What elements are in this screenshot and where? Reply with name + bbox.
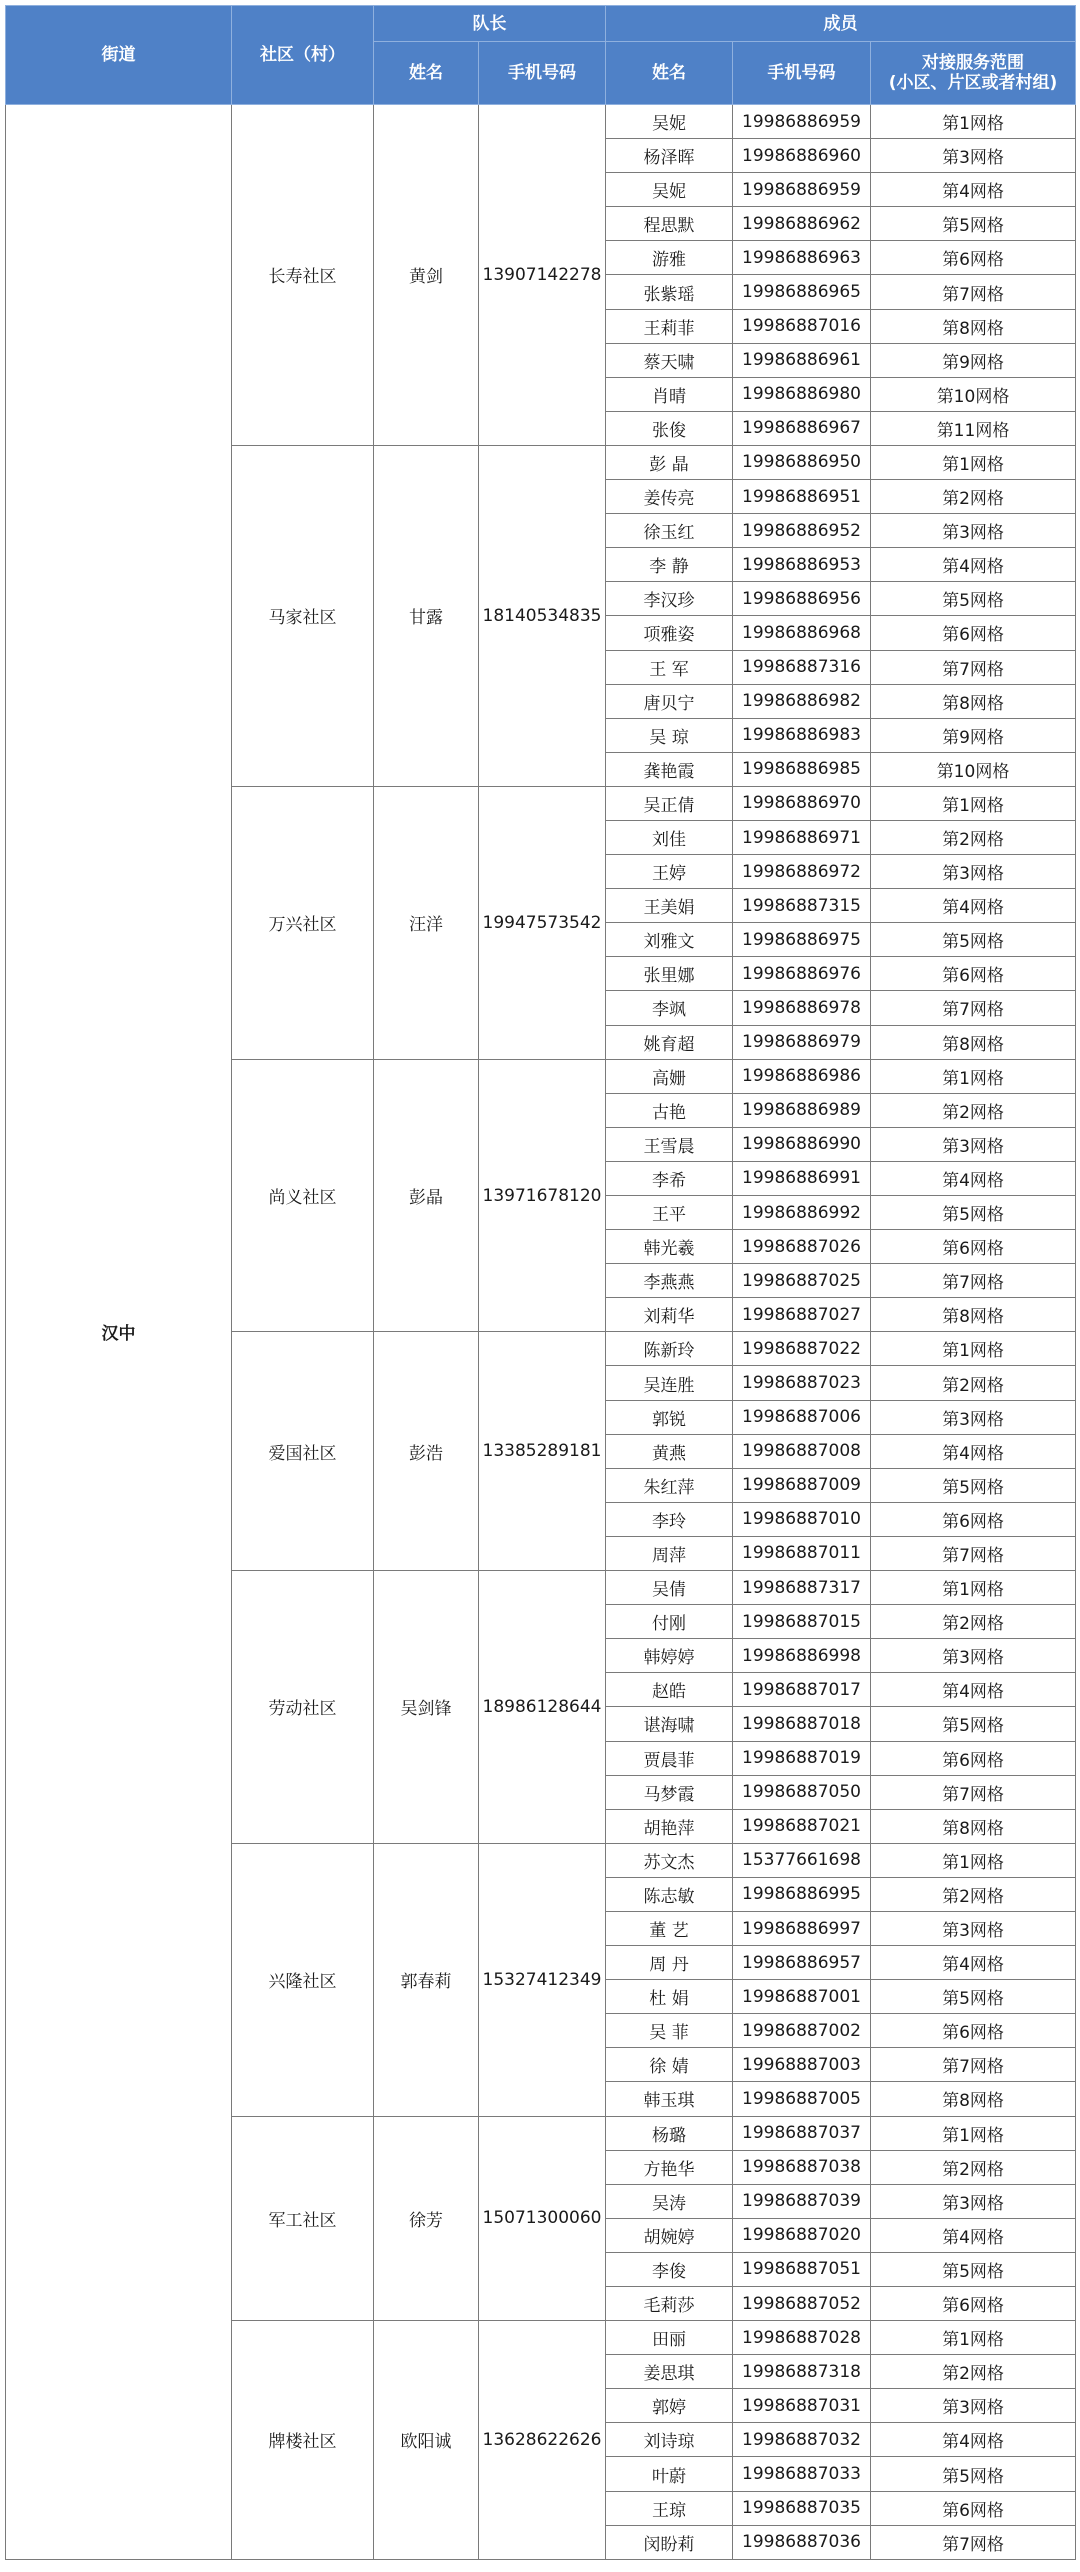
member-phone-cell: 19986887006 (733, 1400, 871, 1434)
member-phone-cell: 19986887009 (733, 1468, 871, 1502)
member-scope-cell: 第3网格 (871, 855, 1076, 889)
member-phone-cell: 19986886968 (733, 616, 871, 650)
member-name-cell: 贾晨菲 (606, 1741, 733, 1775)
member-name-cell: 陈志敏 (606, 1877, 733, 1911)
member-phone-cell: 19986886985 (733, 752, 871, 786)
member-name-cell: 姜传亮 (606, 480, 733, 514)
member-name-cell: 王美娟 (606, 889, 733, 923)
street-cell: 汉中 (6, 105, 232, 2560)
member-name-cell: 郭锐 (606, 1400, 733, 1434)
member-name-cell: 叶蔚 (606, 2457, 733, 2491)
member-scope-cell: 第5网格 (871, 923, 1076, 957)
member-scope-cell: 第5网格 (871, 582, 1076, 616)
leader-phone-cell: 13971678120 (479, 1059, 606, 1332)
member-name-cell: 刘雅文 (606, 923, 733, 957)
member-phone-cell: 19986887317 (733, 1571, 871, 1605)
member-phone-cell: 19986887018 (733, 1707, 871, 1741)
member-name-cell: 韩光羲 (606, 1230, 733, 1264)
member-scope-cell: 第7网格 (871, 991, 1076, 1025)
community-cell: 万兴社区 (232, 786, 374, 1059)
member-scope-cell: 第4网格 (871, 1946, 1076, 1980)
member-phone-cell: 15377661698 (733, 1843, 871, 1877)
header-street: 街道 (6, 6, 232, 105)
member-scope-cell: 第1网格 (871, 1571, 1076, 1605)
leader-phone-cell: 13907142278 (479, 105, 606, 446)
member-scope-cell: 第5网格 (871, 1707, 1076, 1741)
member-name-cell: 吴 琼 (606, 718, 733, 752)
member-phone-cell: 19986886986 (733, 1059, 871, 1093)
header-scope-line2: (小区、片区或者村组) (888, 73, 1058, 93)
header-leader-group: 队长 (374, 6, 606, 42)
member-scope-cell: 第4网格 (871, 889, 1076, 923)
member-scope-cell: 第4网格 (871, 1161, 1076, 1195)
member-name-cell: 王雪晨 (606, 1127, 733, 1161)
member-scope-cell: 第6网格 (871, 2287, 1076, 2321)
member-name-cell: 姜思琪 (606, 2355, 733, 2389)
member-name-cell: 周 丹 (606, 1946, 733, 1980)
member-name-cell: 程思默 (606, 207, 733, 241)
member-name-cell: 王莉菲 (606, 309, 733, 343)
member-scope-cell: 第2网格 (871, 480, 1076, 514)
member-scope-cell: 第6网格 (871, 2014, 1076, 2048)
member-name-cell: 高姗 (606, 1059, 733, 1093)
member-name-cell: 李飒 (606, 991, 733, 1025)
member-scope-cell: 第7网格 (871, 275, 1076, 309)
member-scope-cell: 第5网格 (871, 1980, 1076, 2014)
member-phone-cell: 19986886959 (733, 105, 871, 139)
member-phone-cell: 19986887035 (733, 2491, 871, 2525)
member-name-cell: 吴连胜 (606, 1366, 733, 1400)
member-scope-cell: 第8网格 (871, 1025, 1076, 1059)
member-scope-cell: 第3网格 (871, 1639, 1076, 1673)
member-scope-cell: 第1网格 (871, 1843, 1076, 1877)
member-scope-cell: 第7网格 (871, 650, 1076, 684)
member-phone-cell: 19986887037 (733, 2116, 871, 2150)
member-phone-cell: 19986887028 (733, 2321, 871, 2355)
member-phone-cell: 19986886995 (733, 1877, 871, 1911)
member-name-cell: 吴 菲 (606, 2014, 733, 2048)
member-scope-cell: 第6网格 (871, 1741, 1076, 1775)
member-name-cell: 朱红萍 (606, 1468, 733, 1502)
member-phone-cell: 19986886950 (733, 445, 871, 479)
member-phone-cell: 19986887039 (733, 2184, 871, 2218)
member-phone-cell: 19986886952 (733, 514, 871, 548)
member-name-cell: 李希 (606, 1161, 733, 1195)
member-phone-cell: 19986886980 (733, 377, 871, 411)
member-scope-cell: 第2网格 (871, 1366, 1076, 1400)
member-scope-cell: 第6网格 (871, 1502, 1076, 1536)
member-scope-cell: 第1网格 (871, 1059, 1076, 1093)
member-phone-cell: 19986887315 (733, 889, 871, 923)
member-name-cell: 董 艺 (606, 1911, 733, 1945)
member-name-cell: 王 军 (606, 650, 733, 684)
member-name-cell: 唐贝宁 (606, 684, 733, 718)
member-name-cell: 李汉珍 (606, 582, 733, 616)
member-name-cell: 杨泽晖 (606, 139, 733, 173)
member-scope-cell: 第4网格 (871, 1673, 1076, 1707)
leader-name-cell: 甘露 (374, 445, 479, 786)
member-scope-cell: 第1网格 (871, 105, 1076, 139)
member-name-cell: 田丽 (606, 2321, 733, 2355)
member-phone-cell: 19986887316 (733, 650, 871, 684)
community-cell: 马家社区 (232, 445, 374, 786)
member-phone-cell: 19986886983 (733, 718, 871, 752)
member-scope-cell: 第3网格 (871, 514, 1076, 548)
member-name-cell: 方艳华 (606, 2150, 733, 2184)
member-scope-cell: 第6网格 (871, 1230, 1076, 1264)
member-phone-cell: 19986887022 (733, 1332, 871, 1366)
member-name-cell: 古艳 (606, 1093, 733, 1127)
leader-name-cell: 汪洋 (374, 786, 479, 1059)
member-phone-cell: 19986886997 (733, 1911, 871, 1945)
member-phone-cell: 19986886990 (733, 1127, 871, 1161)
member-scope-cell: 第2网格 (871, 1605, 1076, 1639)
member-name-cell: 徐玉红 (606, 514, 733, 548)
member-name-cell: 刘诗琼 (606, 2423, 733, 2457)
member-name-cell: 王琼 (606, 2491, 733, 2525)
member-phone-cell: 19986887052 (733, 2287, 871, 2321)
member-phone-cell: 19986887017 (733, 1673, 871, 1707)
member-scope-cell: 第5网格 (871, 1468, 1076, 1502)
member-scope-cell: 第2网格 (871, 2150, 1076, 2184)
member-scope-cell: 第2网格 (871, 820, 1076, 854)
member-phone-cell: 19986886975 (733, 923, 871, 957)
leader-phone-cell: 15071300060 (479, 2116, 606, 2321)
member-name-cell: 吴正倩 (606, 786, 733, 820)
member-name-cell: 吴涛 (606, 2184, 733, 2218)
member-scope-cell: 第3网格 (871, 2389, 1076, 2423)
member-phone-cell: 19986886960 (733, 139, 871, 173)
member-name-cell: 胡艳萍 (606, 1809, 733, 1843)
leader-phone-cell: 13385289181 (479, 1332, 606, 1571)
member-name-cell: 杜 娟 (606, 1980, 733, 2014)
member-scope-cell: 第8网格 (871, 1298, 1076, 1332)
member-scope-cell: 第4网格 (871, 173, 1076, 207)
member-phone-cell: 19986886992 (733, 1196, 871, 1230)
header-member-group: 成员 (606, 6, 1076, 42)
member-scope-cell: 第6网格 (871, 241, 1076, 275)
member-phone-cell: 19986886991 (733, 1161, 871, 1195)
member-name-cell: 刘莉华 (606, 1298, 733, 1332)
member-name-cell: 王婷 (606, 855, 733, 889)
member-phone-cell: 19986887027 (733, 1298, 871, 1332)
leader-name-cell: 郭春莉 (374, 1843, 479, 2116)
member-phone-cell: 19986887025 (733, 1264, 871, 1298)
member-phone-cell: 19986886989 (733, 1093, 871, 1127)
member-phone-cell: 19986887019 (733, 1741, 871, 1775)
member-phone-cell: 19986887011 (733, 1536, 871, 1570)
member-phone-cell: 19986887016 (733, 309, 871, 343)
member-scope-cell: 第5网格 (871, 2457, 1076, 2491)
member-scope-cell: 第7网格 (871, 2525, 1076, 2559)
member-scope-cell: 第8网格 (871, 1809, 1076, 1843)
member-scope-cell: 第6网格 (871, 957, 1076, 991)
member-phone-cell: 19986886957 (733, 1946, 871, 1980)
member-name-cell: 陈新玲 (606, 1332, 733, 1366)
member-name-cell: 吴妮 (606, 173, 733, 207)
member-name-cell: 毛莉莎 (606, 2287, 733, 2321)
member-phone-cell: 19986887318 (733, 2355, 871, 2389)
member-scope-cell: 第3网格 (871, 1911, 1076, 1945)
member-scope-cell: 第7网格 (871, 1775, 1076, 1809)
header-member-phone: 手机号码 (733, 42, 871, 105)
member-phone-cell: 19986886967 (733, 411, 871, 445)
member-name-cell: 蔡天啸 (606, 343, 733, 377)
member-phone-cell: 19986886979 (733, 1025, 871, 1059)
member-phone-cell: 19986887050 (733, 1775, 871, 1809)
member-scope-cell: 第1网格 (871, 786, 1076, 820)
leader-phone-cell: 19947573542 (479, 786, 606, 1059)
member-scope-cell: 第11网格 (871, 411, 1076, 445)
member-scope-cell: 第10网格 (871, 377, 1076, 411)
member-name-cell: 赵皓 (606, 1673, 733, 1707)
header-scope-line1: 对接服务范围 (922, 53, 1025, 73)
member-phone-cell: 19986887001 (733, 1980, 871, 2014)
member-name-cell: 肖晴 (606, 377, 733, 411)
leader-phone-cell: 13628622626 (479, 2321, 606, 2560)
member-scope-cell: 第4网格 (871, 548, 1076, 582)
member-scope-cell: 第5网格 (871, 2252, 1076, 2286)
roster-table (5, 5, 1076, 2560)
member-scope-cell: 第4网格 (871, 1434, 1076, 1468)
header-member-name: 姓名 (606, 42, 733, 105)
community-cell: 牌楼社区 (232, 2321, 374, 2560)
member-name-cell: 黄燕 (606, 1434, 733, 1468)
member-scope-cell: 第6网格 (871, 616, 1076, 650)
member-name-cell: 苏文杰 (606, 1843, 733, 1877)
header-member-scope (871, 42, 1076, 105)
member-scope-cell: 第7网格 (871, 1264, 1076, 1298)
member-phone-cell: 19986886961 (733, 343, 871, 377)
member-name-cell: 周萍 (606, 1536, 733, 1570)
member-name-cell: 郭婷 (606, 2389, 733, 2423)
member-name-cell: 张俊 (606, 411, 733, 445)
table-row (6, 105, 1076, 139)
member-phone-cell: 19986887031 (733, 2389, 871, 2423)
member-phone-cell: 19986886956 (733, 582, 871, 616)
member-name-cell: 李 静 (606, 548, 733, 582)
member-phone-cell: 19986886972 (733, 855, 871, 889)
member-scope-cell: 第7网格 (871, 1536, 1076, 1570)
header-leader-phone: 手机号码 (479, 42, 606, 105)
member-phone-cell: 19986886982 (733, 684, 871, 718)
member-scope-cell: 第9网格 (871, 343, 1076, 377)
member-scope-cell: 第5网格 (871, 1196, 1076, 1230)
member-name-cell: 杨璐 (606, 2116, 733, 2150)
member-phone-cell: 19968887003 (733, 2048, 871, 2082)
member-phone-cell: 19986887036 (733, 2525, 871, 2559)
member-phone-cell: 19986886951 (733, 480, 871, 514)
leader-name-cell: 吴剑锋 (374, 1571, 479, 1844)
community-cell: 军工社区 (232, 2116, 374, 2321)
member-scope-cell: 第2网格 (871, 1877, 1076, 1911)
member-scope-cell: 第1网格 (871, 2321, 1076, 2355)
member-scope-cell: 第6网格 (871, 2491, 1076, 2525)
member-name-cell: 李俊 (606, 2252, 733, 2286)
community-cell: 爱国社区 (232, 1332, 374, 1571)
member-scope-cell: 第10网格 (871, 752, 1076, 786)
member-phone-cell: 19986886963 (733, 241, 871, 275)
header-leader-name: 姓名 (374, 42, 479, 105)
member-name-cell: 吴妮 (606, 105, 733, 139)
leader-name-cell: 徐芳 (374, 2116, 479, 2321)
member-name-cell: 韩婷婷 (606, 1639, 733, 1673)
community-cell: 兴隆社区 (232, 1843, 374, 2116)
community-cell: 劳动社区 (232, 1571, 374, 1844)
member-scope-cell: 第4网格 (871, 2218, 1076, 2252)
member-name-cell: 韩玉琪 (606, 2082, 733, 2116)
member-phone-cell: 19986886978 (733, 991, 871, 1025)
leader-phone-cell: 15327412349 (479, 1843, 606, 2116)
member-phone-cell: 19986887020 (733, 2218, 871, 2252)
community-cell: 长寿社区 (232, 105, 374, 446)
member-phone-cell: 19986886971 (733, 820, 871, 854)
member-phone-cell: 19986887015 (733, 1605, 871, 1639)
member-phone-cell: 19986887026 (733, 1230, 871, 1264)
member-phone-cell: 19986887051 (733, 2252, 871, 2286)
member-name-cell: 付刚 (606, 1605, 733, 1639)
member-name-cell: 张里娜 (606, 957, 733, 991)
member-phone-cell: 19986887023 (733, 1366, 871, 1400)
member-phone-cell: 19986886976 (733, 957, 871, 991)
member-phone-cell: 19986887032 (733, 2423, 871, 2457)
member-phone-cell: 19986886953 (733, 548, 871, 582)
leader-name-cell: 彭浩 (374, 1332, 479, 1571)
member-scope-cell: 第8网格 (871, 309, 1076, 343)
member-scope-cell: 第3网格 (871, 1127, 1076, 1161)
member-name-cell: 姚育超 (606, 1025, 733, 1059)
member-name-cell: 龚艳霞 (606, 752, 733, 786)
member-phone-cell: 19986887005 (733, 2082, 871, 2116)
member-name-cell: 项雅姿 (606, 616, 733, 650)
member-scope-cell: 第5网格 (871, 207, 1076, 241)
header-community: 社区（村） (232, 6, 374, 105)
member-phone-cell: 19986886959 (733, 173, 871, 207)
member-phone-cell: 19986886965 (733, 275, 871, 309)
member-phone-cell: 19986887002 (733, 2014, 871, 2048)
member-name-cell: 徐 婧 (606, 2048, 733, 2082)
member-scope-cell: 第7网格 (871, 2048, 1076, 2082)
member-scope-cell: 第3网格 (871, 139, 1076, 173)
member-name-cell: 李燕燕 (606, 1264, 733, 1298)
member-phone-cell: 19986887021 (733, 1809, 871, 1843)
member-name-cell: 马梦霞 (606, 1775, 733, 1809)
member-scope-cell: 第1网格 (871, 1332, 1076, 1366)
leader-phone-cell: 18140534835 (479, 445, 606, 786)
member-phone-cell: 19986886970 (733, 786, 871, 820)
member-scope-cell: 第3网格 (871, 1400, 1076, 1434)
member-phone-cell: 19986887010 (733, 1502, 871, 1536)
leader-name-cell: 黄剑 (374, 105, 479, 446)
member-scope-cell: 第8网格 (871, 684, 1076, 718)
member-scope-cell: 第2网格 (871, 2355, 1076, 2389)
member-scope-cell: 第9网格 (871, 718, 1076, 752)
member-name-cell: 胡婉婷 (606, 2218, 733, 2252)
member-scope-cell: 第1网格 (871, 445, 1076, 479)
member-name-cell: 谌海啸 (606, 1707, 733, 1741)
member-scope-cell: 第4网格 (871, 2423, 1076, 2457)
member-scope-cell: 第2网格 (871, 1093, 1076, 1127)
member-name-cell: 李玲 (606, 1502, 733, 1536)
member-phone-cell: 19986886962 (733, 207, 871, 241)
table-body (6, 105, 1076, 2560)
member-name-cell: 游雅 (606, 241, 733, 275)
member-phone-cell: 19986886998 (733, 1639, 871, 1673)
member-scope-cell: 第8网格 (871, 2082, 1076, 2116)
community-cell: 尚义社区 (232, 1059, 374, 1332)
member-name-cell: 吴倩 (606, 1571, 733, 1605)
member-name-cell: 彭 晶 (606, 445, 733, 479)
member-phone-cell: 19986887038 (733, 2150, 871, 2184)
member-name-cell: 刘佳 (606, 820, 733, 854)
leader-name-cell: 彭晶 (374, 1059, 479, 1332)
leader-name-cell: 欧阳诚 (374, 2321, 479, 2560)
member-name-cell: 闵盼莉 (606, 2525, 733, 2559)
table-header (6, 6, 1076, 105)
member-scope-cell: 第1网格 (871, 2116, 1076, 2150)
member-name-cell: 张紫瑶 (606, 275, 733, 309)
member-scope-cell: 第3网格 (871, 2184, 1076, 2218)
member-phone-cell: 19986887008 (733, 1434, 871, 1468)
member-phone-cell: 19986887033 (733, 2457, 871, 2491)
leader-phone-cell: 18986128644 (479, 1571, 606, 1844)
member-name-cell: 王平 (606, 1196, 733, 1230)
